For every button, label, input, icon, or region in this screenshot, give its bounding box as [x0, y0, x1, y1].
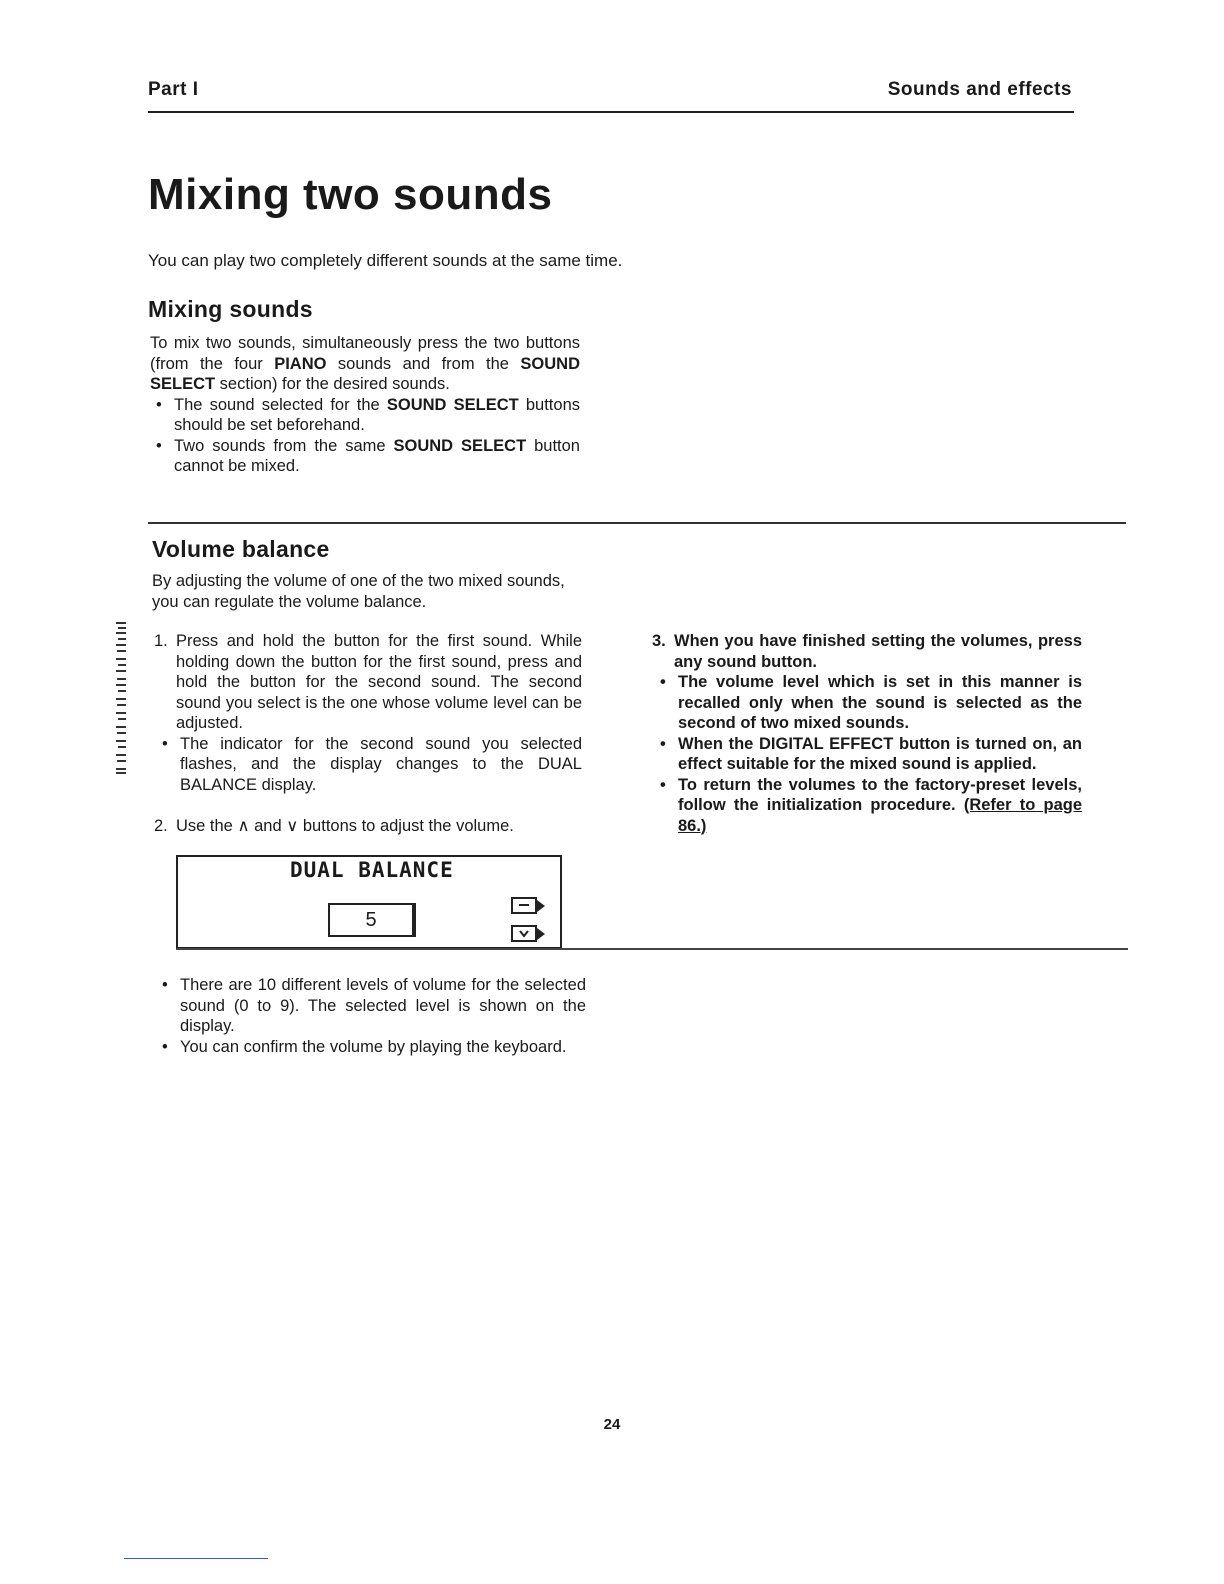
list-item: • You can confirm the volume by playing the keyboard. [154, 1037, 586, 1058]
volume-intro: By adjusting the volume of one of the two mixed sounds, you can regulate the volume balance. [152, 572, 565, 611]
display-title: DUAL BALANCE [290, 858, 454, 882]
step-3: 3. When you have finished setting the volumes, press any sound button. [652, 632, 1082, 671]
volume-notes [154, 975, 586, 1057]
display-value: 5 [328, 903, 416, 937]
header-rule [148, 111, 1074, 113]
steps-right [652, 631, 1082, 836]
step-3-notes [652, 672, 1082, 836]
list-item: • There are 10 different levels of volume for the selected sound (0 to 9). The selected level is shown on the display. [154, 975, 586, 1037]
volume-heading: Volume balance [152, 536, 330, 562]
mixing-paragraph: To mix two sounds, simultaneously press the two buttons (from the four PIANO sounds and from the SOUND SELECT section) for the desired sounds. [150, 334, 580, 393]
page-reference-link[interactable]: (Refer to page 86.) [678, 796, 1082, 835]
header-part: Part I [148, 79, 199, 100]
step-1-notes [154, 734, 582, 796]
page-number: 24 [603, 1416, 621, 1433]
list-item: • The volume level which is set in this manner is recalled only when the sound is selected as the second of two mixed sounds. [652, 672, 1082, 734]
mixing-notes [148, 395, 580, 477]
volume-notes-list [154, 975, 586, 1057]
list-item: • To return the volumes to the factory-preset levels, follow the initialization procedure. (Refer to page 86.) [652, 775, 1082, 837]
list-item: • The sound selected for the SOUND SELECT buttons should be set beforehand. [148, 395, 580, 436]
display-divider [176, 948, 1128, 950]
header-section: Sounds and effects [887, 79, 1072, 100]
down-button-icon [511, 925, 547, 943]
section-divider [148, 522, 1126, 524]
mixing-heading: Mixing sounds [148, 296, 313, 322]
page-title: Mixing two sounds [148, 170, 553, 219]
steps-left [154, 631, 582, 837]
step-1: 1. Press and hold the button for the first sound. While holding down the button for the first sound, press and hold the button for the second sound. The second sound you select is the one whose volume level can be adjusted. [154, 632, 582, 732]
mixing-section [150, 333, 580, 477]
dual-balance-display [176, 855, 562, 949]
list-item: • Two sounds from the same SOUND SELECT button cannot be mixed. [148, 436, 580, 477]
margin-marker-icon [116, 622, 126, 774]
list-item: • When the DIGITAL EFFECT button is turned on, an effect suitable for the mixed sound is applied. [652, 734, 1082, 775]
step-2: 2. Use the ∧ and ∨ buttons to adjust the volume. [154, 817, 514, 835]
list-item: • The indicator for the second sound you selected flashes, and the display changes to the DUAL BALANCE display. [154, 734, 582, 796]
up-button-icon [511, 897, 547, 915]
intro-text: You can play two completely different sounds at the same time. [148, 251, 623, 270]
footer-line [124, 1558, 268, 1559]
